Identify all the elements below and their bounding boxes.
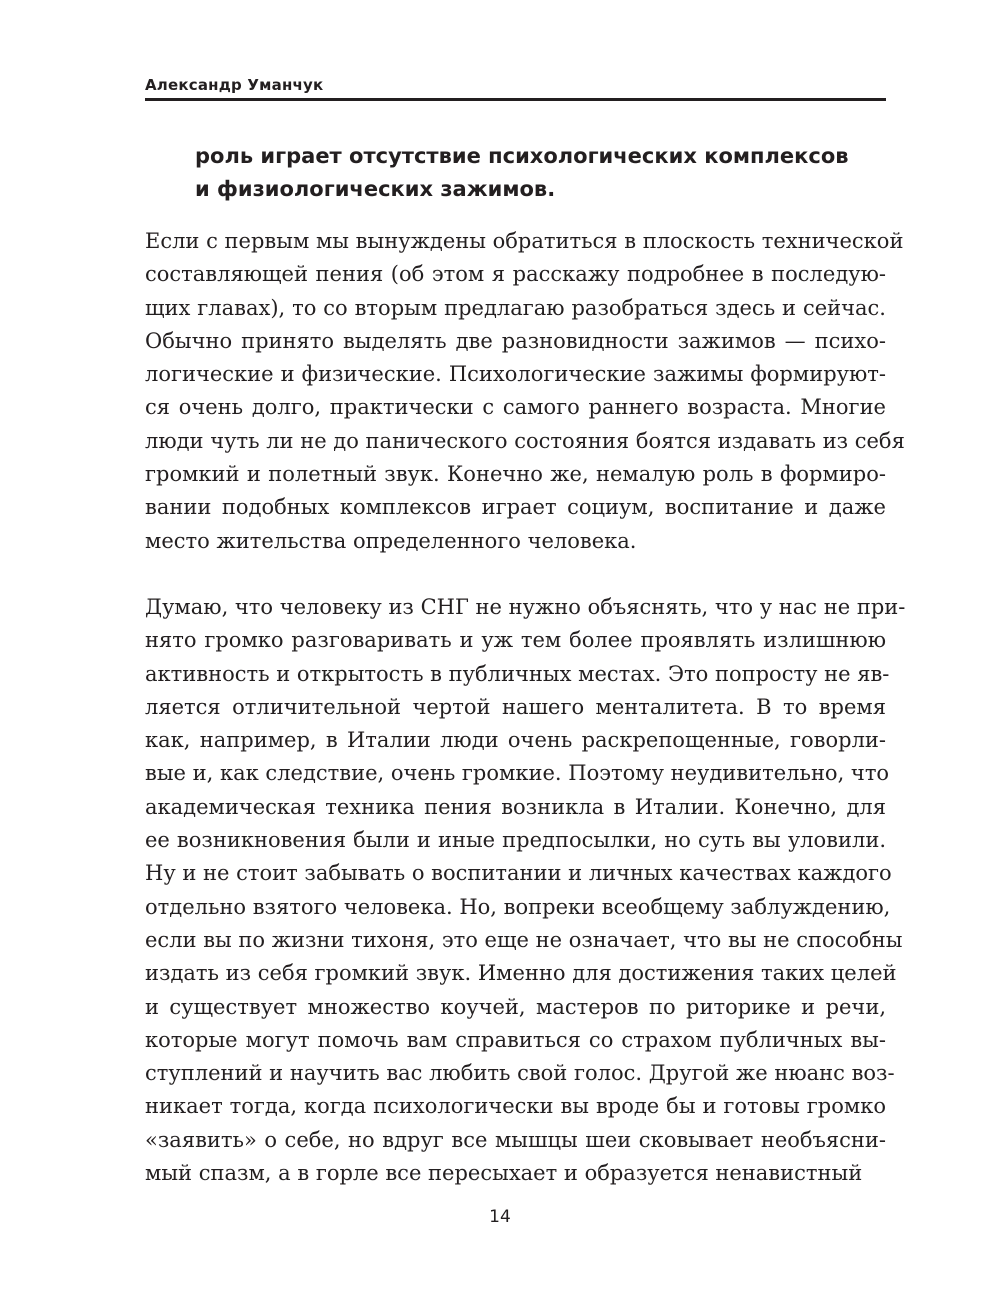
- text-line: академическая техника пения возникла в Италии. Конечно, для: [145, 794, 886, 819]
- text-line: и существует множество коучей, мастеров по риторике и речи,: [145, 994, 886, 1019]
- text-line: ся очень долго, практически с самого раннего возраста. Многие: [145, 395, 886, 420]
- text-line: активность и открытость в публичных местах. Это попросту не яв-: [145, 661, 890, 686]
- text-line: издать из себя громкий звук. Именно для достижения таких целей: [145, 961, 897, 986]
- running-header-author: Александр Уманчук: [145, 76, 324, 94]
- text-line: люди чуть ли не до панического состояния боятся издавать из себя: [145, 428, 905, 453]
- text-line: щих главах), то со вторым предлагаю разобраться здесь и сейчас.: [145, 295, 886, 320]
- text-line: Ну и не стоит забывать о воспитании и личных качествах каждого: [145, 861, 892, 886]
- text-line: вые и, как следствие, очень громкие. Поэтому неудивительно, что: [145, 761, 890, 786]
- paragraph-2: [145, 591, 906, 1190]
- text-line: Обычно принято выделять две разновидности зажимов — психо-: [145, 328, 886, 353]
- page-number: 14: [489, 1207, 511, 1227]
- text-line: ступлений и научить вас любить свой голос. Другой же нюанс воз-: [145, 1061, 895, 1086]
- text-line: которые могут помочь вам справиться со страхом публичных вы-: [145, 1027, 886, 1052]
- paragraph-1: [145, 225, 905, 558]
- text-line: отдельно взятого человека. Но, вопреки всеобщему заблуждению,: [145, 894, 891, 919]
- heading-line: роль играет отсутствие психологических комплексов: [195, 144, 849, 168]
- text-line: Думаю, что человеку из СНГ не нужно объяснять, что у нас не при-: [145, 595, 906, 619]
- text-line: Если с первым мы вынуждены обратиться в плоскость технической: [145, 229, 904, 253]
- text-line: как, например, в Италии люди очень раскрепощенные, говорли-: [145, 728, 886, 753]
- text-line: нято громко разговаривать и уж тем более проявлять излишнюю: [145, 628, 886, 653]
- text-line: ее возникновения были и иные предпосылки, но суть вы уловили.: [145, 828, 886, 853]
- text-line: мый спазм, а в горле все пересыхает и образуется ненавистный: [145, 1161, 863, 1186]
- text-line: громкий и полетный звук. Конечно же, немалую роль в формиро-: [145, 462, 886, 487]
- text-line: место жительства определенного человека.: [145, 528, 637, 553]
- section-heading: [195, 140, 895, 206]
- text-line: «заявить» о себе, но вдруг все мышцы шеи сковывает необъясни-: [145, 1127, 886, 1152]
- text-line: вании подобных комплексов играет социум, воспитание и даже: [145, 495, 886, 520]
- text-line: если вы по жизни тихоня, это еще не означает, что вы не способны: [145, 927, 903, 952]
- text-line: ляется отличительной чертой нашего менталитета. В то время: [145, 694, 886, 719]
- text-line: логические и физические. Психологические зажимы формируют-: [145, 362, 886, 387]
- text-line: составляющей пения (об этом я расскажу подробнее в последую-: [145, 262, 886, 287]
- heading-line: и физиологических зажимов.: [195, 177, 556, 201]
- text-line: никает тогда, когда психологически вы вроде бы и готовы громко: [145, 1094, 886, 1119]
- header-rule: [145, 98, 886, 101]
